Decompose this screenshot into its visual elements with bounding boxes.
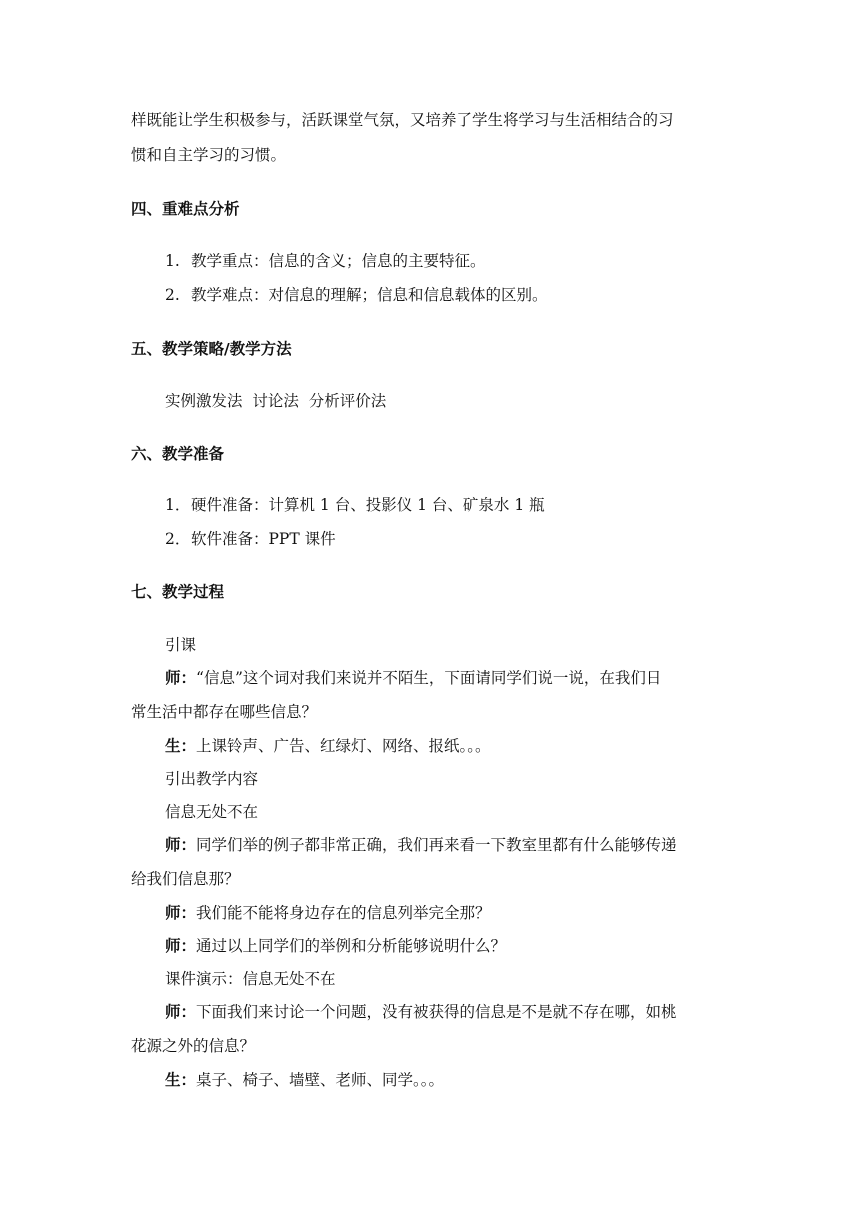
- section-heading-5: 五、教学策略/教学方法: [131, 340, 292, 358]
- dialogue-continuation: 给我们信息那？: [131, 870, 240, 888]
- dialogue-continuation: 常生活中都存在哪些信息？: [131, 703, 318, 721]
- list-number: 1．: [165, 496, 191, 514]
- speaker-label: 师：: [165, 1002, 197, 1021]
- speaker-label: 师：: [165, 903, 197, 922]
- speaker-label: 生：: [165, 1070, 197, 1089]
- list-item: [165, 494, 545, 516]
- paragraph: 信息无处不在: [165, 803, 259, 821]
- paragraph: 引出教学内容: [165, 770, 259, 788]
- dialogue-line: [165, 902, 491, 924]
- dialogue-text: 通过以上同学们的举例和分析能够说明什么？: [196, 937, 507, 955]
- list-text: 教学重点：信息的含义；信息的主要特征。: [191, 252, 486, 270]
- dialogue-line: [165, 935, 506, 957]
- section-heading-6: 六、教学准备: [131, 445, 225, 463]
- dialogue-continuation: 花源之外的信息？: [131, 1037, 256, 1055]
- dialogue-text: 同学们举的例子都非常正确，我们再来看一下教室里都有什么能够传递: [196, 836, 677, 854]
- dialogue-text: “信息”这个词对我们来说并不陌生，下面请同学们说一说，在我们日: [196, 669, 662, 687]
- list-text: 软件准备：PPT 课件: [191, 530, 336, 548]
- dialogue-line: [165, 1069, 444, 1091]
- section-heading-7: 七、教学过程: [131, 583, 225, 601]
- list-item: [165, 250, 486, 272]
- section-heading-4: 四、重难点分析: [131, 200, 240, 218]
- methods-text: 实例激发法 讨论法 分析评价法: [165, 392, 387, 410]
- speaker-label: 生：: [165, 736, 197, 755]
- dialogue-text: 我们能不能将身边存在的信息列举完全那？: [196, 904, 491, 922]
- dialogue-line: [165, 1001, 677, 1023]
- list-item: [165, 284, 548, 306]
- dialogue-text: 桌子、椅子、墙壁、老师、同学。。。: [196, 1071, 445, 1089]
- speaker-label: 师：: [165, 835, 197, 854]
- list-number: 1.: [165, 252, 180, 270]
- list-number: 2．: [165, 530, 191, 548]
- intro-line-1: 样既能让学生积极参与，活跃课堂气氛，又培养了学生将学习与生活相结合的习: [131, 111, 674, 129]
- speaker-label: 师：: [165, 668, 197, 687]
- dialogue-line: [165, 834, 677, 856]
- paragraph: 课件演示：信息无处不在: [165, 970, 336, 988]
- dialogue-text: 上课铃声、广告、红绿灯、网络、报纸。。。: [196, 737, 491, 755]
- list-text: 硬件准备：计算机 1 台、投影仪 1 台、矿泉水 1 瓶: [191, 496, 545, 514]
- intro-line-2: 惯和自主学习的习惯。: [131, 146, 287, 164]
- list-number: 2.: [165, 286, 180, 304]
- paragraph: 引课: [165, 636, 197, 654]
- dialogue-text: 下面我们来讨论一个问题，没有被获得的信息是不是就不存在哪，如桃: [196, 1003, 677, 1021]
- list-text: 教学难点：对信息的理解；信息和信息载体的区别。: [191, 286, 548, 304]
- speaker-label: 师：: [165, 936, 197, 955]
- list-item: [165, 528, 336, 550]
- dialogue-line: [165, 667, 661, 689]
- dialogue-line: [165, 735, 491, 757]
